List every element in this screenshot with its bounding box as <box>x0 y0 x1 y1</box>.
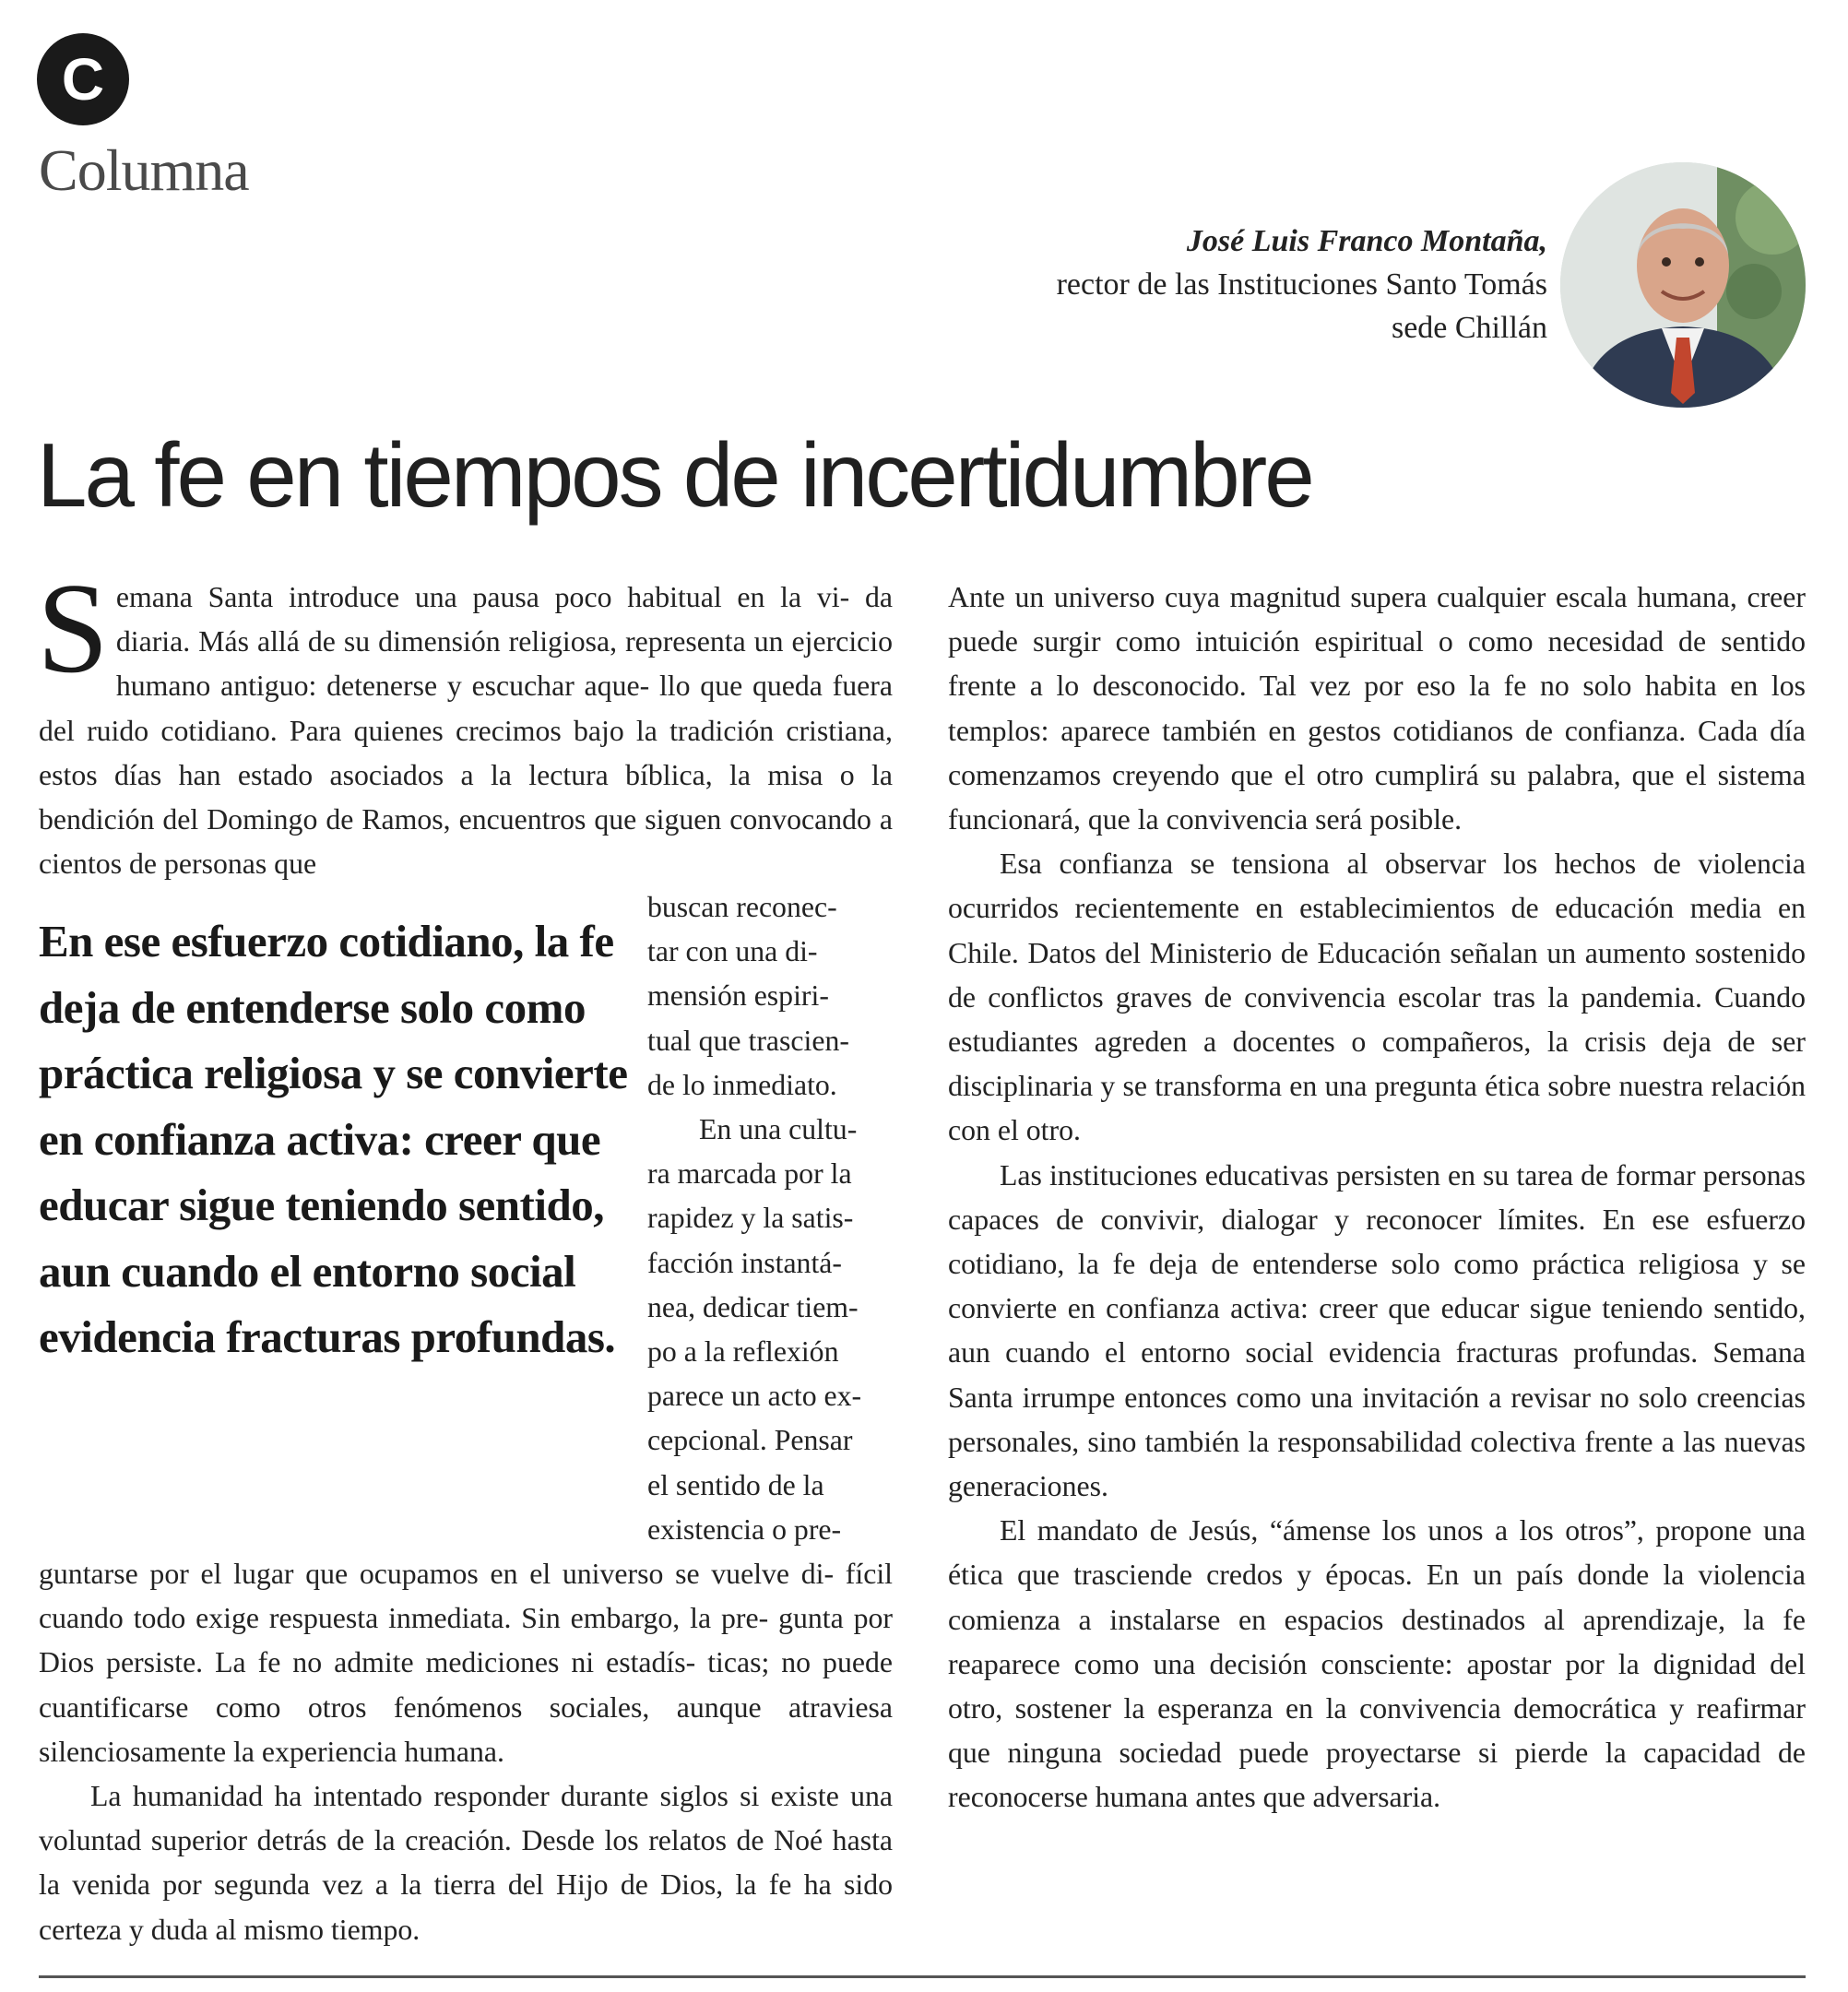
author-photo <box>1560 162 1806 408</box>
right-column <box>948 575 1806 1820</box>
pull-quote: En ese esfuerzo cotidiano, la fe deja de entenderse solo como práctica religiosa y se convierte en confianza activa: creer que educar sigue teniendo sentido, aun cuando el entorno social evidencia fracturas profundas. <box>39 916 628 1362</box>
right-paragraph-2: Esa confianza se tensiona al observar los hechos de violencia ocurridos recientemente en establecimientos de educación media en Chile. Datos del Ministerio de Educación señalan un aumento sostenido de conflictos graves de convivencia escolar tras la pandemia. Cuando estudiantes agreden a docentes o compañeros, la crisis deja de ser disciplinaria y se transforma en una pregunta ética sobre nuestra relación con el otro. <box>948 848 1806 1147</box>
author-title: rector de las Instituciones Santo Tomás <box>1056 267 1547 302</box>
narrow-line: rapidez y la satis- <box>647 1202 854 1235</box>
left-column-top <box>37 557 894 886</box>
left-paragraph-3: La humanidad ha intentado responder durante siglos si existe una voluntad superior detrás de la creación. Desde los relatos de Noé hasta la venida por segunda vez a la tierra del Hijo de Dios, la fe ha sido certeza y duda al mismo tiempo. <box>39 1780 894 1946</box>
narrow-line: buscan reconec- <box>647 891 837 923</box>
author-portrait-illustration <box>1560 162 1806 408</box>
narrow-line: de lo inmediato. <box>647 1068 837 1101</box>
section-badge: C <box>37 33 129 125</box>
narrow-line: tar con una di- <box>647 935 818 968</box>
narrow-line: tual que trascien- <box>647 1024 849 1057</box>
narrow-line: po a la reflexión <box>647 1335 839 1369</box>
narrow-line: parece un acto ex- <box>647 1380 862 1413</box>
dropcap: S <box>37 557 109 700</box>
narrow-line: el sentido de la <box>647 1468 824 1501</box>
left-paragraph-2: guntarse por el lugar que ocupamos en el universo se vuelve di- fícil cuando todo exige respuesta inmediata. Sin embargo, la pre- gunta por Dios persiste. La fe no admite mediciones ni estadís- ticas; no puede cuantificarse como otros fenómenos sociales, aunque atraviesa silenciosamente la experiencia humana. <box>39 1558 894 1768</box>
narrow-line: nea, dedicar tiem- <box>647 1290 859 1323</box>
narrow-line: ra marcada por la <box>647 1157 852 1191</box>
narrow-line: En una cultu- <box>699 1113 858 1146</box>
narrow-line: existencia o pre- <box>647 1512 842 1546</box>
right-paragraph-4: El mandato de Jesús, “ámense los unos a los otros”, propone una ética que trasciende credos y épocas. En un país donde la violencia comienza a instalarse en espacios destinados al aprendizaje, la fe reaparece como una decisión consciente: apostar por la dignidad del otro, sostener la esperanza en la convivencia democrática y reafirmar que ninguna sociedad puede proyectarse si pierde la capacidad de reconocerse humana antes que adversaria. <box>948 1514 1806 1814</box>
author-location: sede Chillán <box>1391 311 1547 345</box>
right-paragraph-1: Ante un universo cuya magnitud supera cualquier escala humana, creer puede surgir como intuición espiritual o como necesidad de sentido frente a lo desconocido. Tal vez por eso la fe no solo habita en los templos: aparece también en gestos cotidianos de confianza. Cada día comenzamos creyendo que el otro cumplirá su palabra, que el sistema funcionará, que la convivencia será posible. <box>948 581 1806 836</box>
left-paragraph-1: emana Santa introduce una pausa poco habitual en la vi- da diaria. Más allá de su dimensión religiosa, representa un ejercicio humano antiguo: detenerse y escuchar aque- llo que queda fuera del ruido cotidiano. Para quienes crecimos bajo la tradición cristiana, estos días han estado asociados a la lectura bíblica, la misa o la bendición del Domingo de Ramos, encuentros que siguen convocando a cientos de personas que <box>39 581 894 881</box>
narrow-line: facción instantá- <box>647 1246 842 1279</box>
narrow-line: mensión espiri- <box>647 979 829 1013</box>
narrow-line: cepcional. Pensar <box>647 1424 853 1457</box>
author-byline <box>1057 219 1547 350</box>
author-name: José Luis Franco Montaña, <box>1186 224 1547 258</box>
article-headline: La fe en tiempos de incertidumbre <box>37 424 1312 526</box>
section-label: Columna <box>39 137 249 203</box>
left-column-bottom <box>39 1552 893 1952</box>
right-paragraph-3: Las instituciones educativas persisten en su tarea de formar personas capaces de convivir, dialogar y reconocer límites. En ese esfuerzo cotidiano, la fe deja de entenderse solo como práctica religiosa y se convierte en confianza activa: creer que educar sigue teniendo sentido, aun cuando el entorno social evidencia fracturas profundas. Semana Santa irrumpe entonces como una invitación a revisar no solo creencias personales, sino también la responsabilidad colectiva frente a las nuevas generaciones. <box>948 1158 1806 1503</box>
left-column-narrow <box>647 885 893 1552</box>
bottom-rule <box>39 1975 1806 1978</box>
